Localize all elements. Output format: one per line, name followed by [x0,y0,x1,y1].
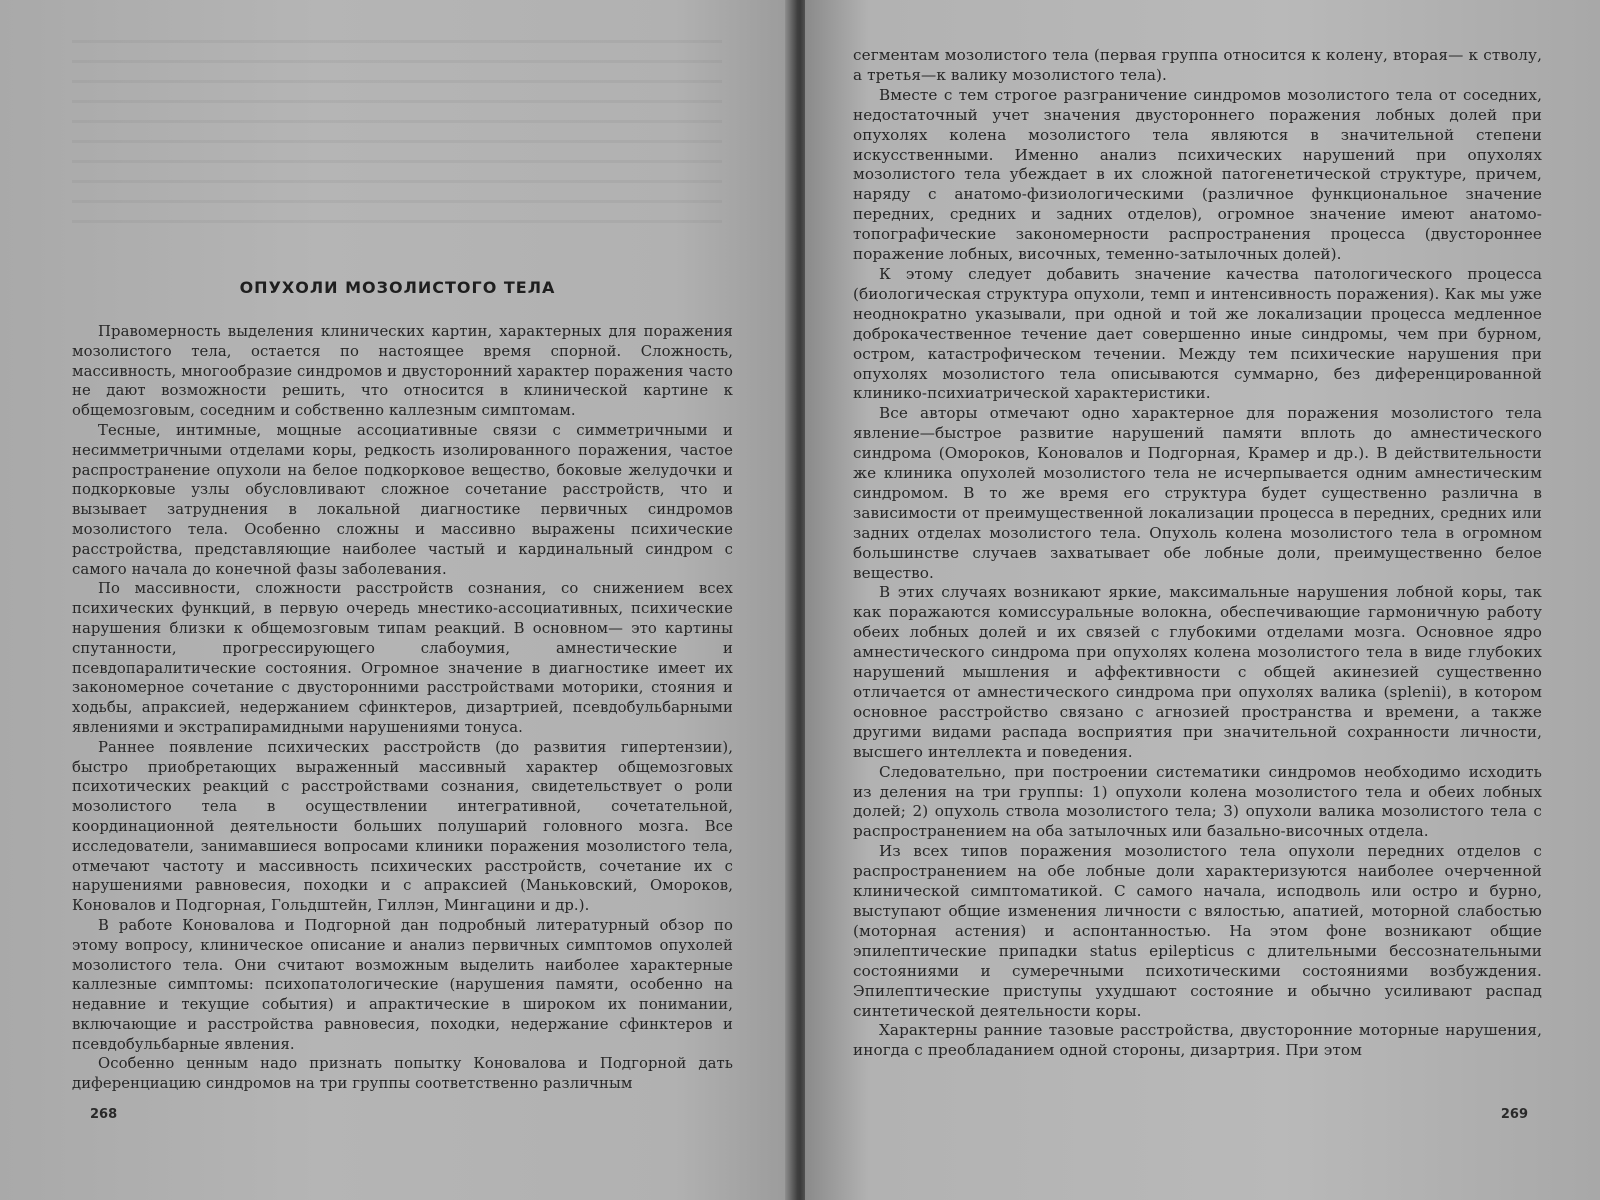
bleed-through-text [72,40,722,240]
paragraph: Особенно ценным надо признать попытку Коновалова и Подгорной дать диференциацию синдромов на три группы соответственно различным [72,1055,733,1093]
paragraph: Правомерность выделения клинических картин, характерных для поражения мозолистого тела, остается по настоящее время спорной. Сложность, массивность, многообразие синдромов и двусторонний характер поражения часто не дают возможности решить, что относится в клинической картине к общемозговым, соседним и собственно каллезным симптомам. [72,323,733,420]
paragraph: Из всех типов поражения мозолистого тела опухоли передних отделов с распространением на обе лобные доли характеризуются наиболее очерченной клинической симптоматикой. С самого начала, исподволь или остро и бурно, выступают общие изменения личности с вялостью, апатией, моторной слабостью (моторная астения) и аспонтанностью. На этом фоне возникают общие эпилептические припадки status epilepticus с длительными бессознательными состояниями и сумеречными психотическими состояниями возбуждения. Эпилептические приступы ухудшают состояние и обычно усиливают распад синтетической деятельности коры. [853,842,1542,1020]
paragraph: Раннее появление психических расстройств (до развития гипертензии), быстро приобретающих выраженный массивный характер общемозговых психотических реакций с расстройствами сознания, свидетельствует о роли мозолистого тела в осуществлении интегративной, сочетательной, координационной деятельности больших полушарий головного мозга. Все исследователи, занимавшиеся вопросами клиники поражения мозолистого тела, отмечают частоту и массивность психических расстройств, сочетание их с нарушениями равновесия, походки и с апраксией (Маньковский, Омороков, Коновалов и Подгорная, Гольдштейн, Гиллэн, Мингацини и др.). [72,738,733,915]
paragraph: Характерны ранние тазовые расстройства, двусторонние моторные нарушения, иногда с преобладанием одной стороны, дизартрия. При этом [853,1021,1542,1060]
paragraph: Следовательно, при построении систематики синдромов необходимо исходить из деления на три группы: 1) опухоли колена мозолистого тела и обеих лобных долей; 2) опухоль ствола мозолистого тела; 3) опухоли валика мозолистого тела с распространением на оба затылочных или базально-височных отдела. [853,762,1542,841]
paragraph: Вместе с тем строгое разграничение синдромов мозолистого тела от соседних, недостаточный учет значения двустороннего поражения лобных долей при опухолях колена мозолистого тела являются в значительной степени искусственными. Именно анализ психических нарушений при опухолях мозолистого тела убеждает в их сложной патогенетической структуре, причем, наряду с анатомо-физиологическими (различное функциональное значение передних, средних и задних отделов), огромное значение имеют анатомо-топографические закономерности распространения процесса (двустороннее поражение лобных, височных, теменно-затылочных долей). [853,85,1542,264]
paragraph: В работе Коновалова и Подгорной дан подробный литературный обзор по этому вопросу, клиническое описание и анализ первичных симптомов опухолей мозолистого тела. Они считают возможным выделить наиболее характерные каллезные симптомы: психопатологические (нарушения памяти, особенно на недавние и текущие события) и апрактические в широком их понимании, включающие и расстройства равновесия, походки, недержание сфинктеров и псевдобульбарные явления. [72,916,733,1053]
left-page [0,0,795,1200]
page-number: 269 [1500,1107,1528,1122]
page-number: 268 [90,1107,118,1122]
right-page [805,0,1600,1200]
paragraph: Все авторы отмечают одно характерное для поражения мозолистого тела явление—быстрое развитие нарушений памяти вплоть до амнестического синдрома (Омороков, Коновалов и Подгорная, Крамер и др.). В действительности же клиника опухолей мозолистого тела не исчерпывается одним амнестическим синдромом. В то же время его структура будет существенно различна в зависимости от преимущественной локализации процесса в передних, средних или задних отделах мозолистого тела. Опухоль колена мозолистого тела в огромном большинстве случаев захватывает обе лобные доли, преимущественно белое вещество. [853,404,1542,582]
paragraph: К этому следует добавить значение качества патологического процесса (биологическая структура опухоли, темп и интенсивность поражения). Как мы уже неоднократно указывали, при одной и той же локализации процесса медленное доброкачественное течение дает совершенно иные синдромы, чем при бурном, остром, катастрофическом течении. Между тем психические нарушения при опухолях мозолистого тела описываются суммарно, без диференцированной клинико-психиатрической характеристики. [853,264,1542,403]
chapter-heading: ОПУХОЛИ МОЗОЛИСТОГО ТЕЛА [239,278,556,297]
paragraph: Тесные, интимные, мощные ассоциативные связи с симметричными и несимметричными отделами коры, редкость изолированного поражения, частое распространение опухоли на белое подкорковое вещество, боковые желудочки и подкорковые узлы обусловливают сложное сочетание расстройств, что и вызывает затруднения в локальной диагностике первичных синдромов мозолистого тела. Особенно сложны и массивно выражены психические расстройства, представляющие наиболее частый и кардинальный синдром с самого начала до конечной фазы заболевания. [72,421,733,578]
paragraph: В этих случаях возникают яркие, максимальные нарушения лобной коры, так как поражаются комиссуральные волокна, обеспечивающие гармоничную работу обеих лобных долей и их связей с глубокими отделами мозга. Основное ядро амнестического синдрома при опухолях колена мозолистого тела в виде глубоких нарушений мышления и аффективности с общей акинезией существенно отличается от амнестического синдрома при опухолях валика (splenii), в котором основное расстройство связано с агнозией пространства и времени, а также другими видами распада восприятия при значительной сохранности личности, высшего интеллекта и поведения. [853,583,1542,761]
paragraph: По массивности, сложности расстройств сознания, со снижением всех психических функций, в первую очередь мнестико-ассоциативных, психические нарушения близки к общемозговым типам реакций. В основном— это картины спутанности, прогрессирующего слабоумия, амнестические и псевдопаралитические состояния. Огромное значение в диагностике имеет их закономерное сочетание с двусторонними расстройствами моторики, стояния и ходьбы, апраксией, недержанием сфинктеров, дизартрией, псевдобульбарными явлениями и экстрапирамидными нарушениями тонуса. [72,580,733,736]
paragraph: сегментам мозолистого тела (первая группа относится к колену, вторая— к стволу, а третья—к валику мозолистого тела). [853,46,1542,84]
